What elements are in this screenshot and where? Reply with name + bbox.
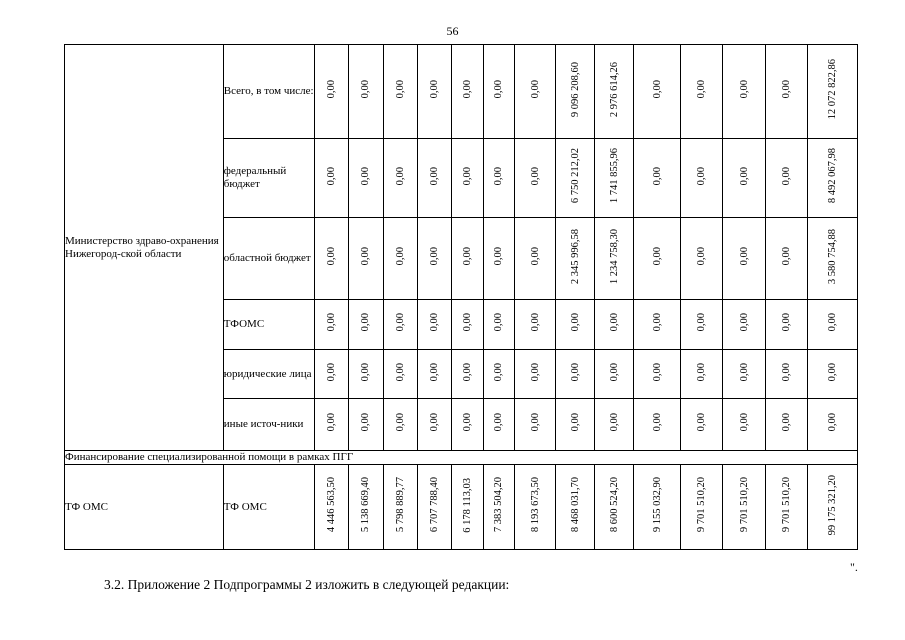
value-cell — [383, 399, 417, 451]
section-title: Финансирование специализированной помощи в рамках ПГГ — [65, 451, 858, 465]
value-text: 0,00 — [429, 413, 441, 432]
value-cell — [314, 139, 348, 218]
value-cell — [417, 45, 451, 139]
value-text: 6 707 788,40 — [429, 477, 441, 533]
value-text: 1 741 855,96 — [608, 148, 620, 204]
value-cell — [349, 300, 383, 350]
value-cell — [594, 465, 633, 550]
value-cell — [634, 350, 681, 399]
value-text: 0,00 — [360, 313, 372, 332]
value-text: 0,00 — [529, 247, 541, 266]
value-cell — [556, 45, 594, 139]
value-cell — [314, 399, 348, 451]
value-text: 0,00 — [608, 313, 620, 332]
value-text: 8 193 673,50 — [529, 477, 541, 533]
value-cell — [515, 300, 556, 350]
value-cell — [383, 300, 417, 350]
value-cell — [417, 139, 451, 218]
value-cell — [452, 139, 483, 218]
value-cell — [483, 350, 514, 399]
value-text: 0,00 — [696, 362, 708, 382]
value-cell — [594, 139, 633, 218]
value-text: 99 175 321,20 — [827, 474, 839, 536]
value-cell — [515, 218, 556, 300]
value-cell — [765, 45, 807, 139]
value-cell — [515, 139, 556, 218]
value-text: 0,00 — [696, 80, 708, 99]
value-text: 0,00 — [696, 247, 708, 266]
value-text: 9 701 510,20 — [738, 477, 750, 533]
page-number: 56 — [446, 24, 459, 38]
value-cell — [808, 300, 858, 350]
value-cell — [634, 399, 681, 451]
value-text: 0,00 — [651, 80, 663, 99]
value-cell — [808, 45, 858, 139]
value-cell — [594, 218, 633, 300]
value-text: 0,00 — [493, 80, 505, 99]
value-text: 8 468 031,70 — [569, 477, 581, 533]
value-text: 0,00 — [326, 413, 338, 432]
value-text: 0,00 — [326, 313, 338, 332]
value-cell — [680, 350, 722, 399]
value-cell — [723, 350, 765, 399]
value-cell — [417, 218, 451, 300]
value-text: 0,00 — [569, 313, 581, 332]
source-cell: Всего, в том числе: — [223, 45, 314, 139]
value-cell — [515, 45, 556, 139]
value-cell — [634, 218, 681, 300]
value-cell — [556, 218, 594, 300]
value-text: 0,00 — [462, 80, 473, 99]
value-text: 0,00 — [462, 247, 473, 266]
value-cell — [634, 300, 681, 350]
value-text: 0,00 — [493, 362, 505, 382]
value-cell — [383, 218, 417, 300]
source-cell: иные источ-ники — [223, 399, 314, 451]
value-text: 0,00 — [738, 166, 750, 186]
value-cell — [680, 300, 722, 350]
value-cell — [680, 45, 722, 139]
value-cell — [452, 399, 483, 451]
value-text: 0,00 — [493, 313, 505, 332]
value-cell — [680, 465, 722, 550]
value-cell — [314, 350, 348, 399]
value-cell — [556, 350, 594, 399]
value-text: 2 345 996,58 — [569, 228, 581, 285]
value-cell — [515, 350, 556, 399]
value-text: 0,00 — [696, 166, 708, 186]
value-cell — [483, 300, 514, 350]
value-text: 0,00 — [781, 362, 793, 382]
value-text: 0,00 — [493, 166, 505, 186]
value-text: 0,00 — [360, 362, 372, 382]
value-text: 0,00 — [360, 166, 372, 186]
tf-organization-cell: ТФ ОМС — [65, 465, 224, 550]
source-cell: областной бюджет — [223, 218, 314, 300]
value-cell — [417, 350, 451, 399]
value-cell — [349, 218, 383, 300]
value-text: 9 155 032,90 — [651, 477, 663, 533]
value-text: 0,00 — [429, 313, 441, 332]
value-cell — [349, 139, 383, 218]
value-cell — [723, 465, 765, 550]
value-text: 8 600 524,20 — [608, 477, 620, 533]
value-text: 0,00 — [827, 362, 839, 382]
value-text: 0,00 — [326, 247, 338, 266]
value-cell — [452, 45, 483, 139]
value-text: 0,00 — [326, 80, 338, 99]
value-text: 0,00 — [326, 362, 338, 382]
value-cell — [723, 300, 765, 350]
value-cell — [383, 350, 417, 399]
value-cell — [452, 465, 483, 550]
value-text: 0,00 — [738, 413, 750, 432]
value-cell — [723, 218, 765, 300]
value-cell — [556, 139, 594, 218]
value-cell — [765, 300, 807, 350]
value-cell — [808, 139, 858, 218]
value-text: 0,00 — [394, 362, 406, 382]
value-cell — [452, 350, 483, 399]
value-text: 5 798 889,77 — [394, 477, 406, 533]
value-text: 2 976 614,26 — [608, 61, 620, 118]
value-text: 0,00 — [429, 362, 441, 382]
value-cell — [594, 350, 633, 399]
value-text: 0,00 — [738, 80, 750, 99]
value-cell — [483, 465, 514, 550]
value-text: 0,00 — [360, 80, 372, 99]
value-text: 0,00 — [529, 413, 541, 432]
value-cell — [808, 218, 858, 300]
value-text: 0,00 — [462, 313, 473, 332]
value-cell — [723, 139, 765, 218]
value-text: 8 492 067,98 — [827, 148, 839, 204]
value-cell — [680, 139, 722, 218]
value-text: 0,00 — [827, 313, 839, 332]
value-text: 0,00 — [394, 166, 406, 186]
value-text: 0,00 — [529, 313, 541, 332]
value-text: 0,00 — [394, 413, 406, 432]
value-text: 0,00 — [493, 413, 505, 432]
value-cell — [314, 300, 348, 350]
value-text: 0,00 — [360, 413, 372, 432]
value-cell — [556, 465, 594, 550]
value-text: 0,00 — [326, 166, 338, 186]
value-cell — [634, 139, 681, 218]
tf-source-cell: ТФ ОМС — [223, 465, 314, 550]
value-cell — [594, 399, 633, 451]
value-cell — [383, 465, 417, 550]
value-text: 0,00 — [651, 166, 663, 186]
value-text: 0,00 — [781, 166, 793, 186]
financing-table — [64, 44, 858, 550]
value-text: 0,00 — [462, 166, 473, 186]
source-cell: федеральный бюджет — [223, 139, 314, 218]
value-cell — [723, 45, 765, 139]
value-text: 0,00 — [781, 80, 793, 99]
value-text: 0,00 — [360, 247, 372, 266]
value-text: 0,00 — [608, 362, 620, 382]
value-cell — [483, 218, 514, 300]
value-text: 0,00 — [394, 313, 406, 332]
value-cell — [680, 399, 722, 451]
value-text: 0,00 — [569, 413, 581, 432]
value-cell — [808, 465, 858, 550]
value-text: 0,00 — [738, 362, 750, 382]
value-text: 9 701 510,20 — [781, 477, 793, 533]
value-text: 6 750 212,02 — [569, 148, 581, 204]
value-cell — [383, 139, 417, 218]
value-text: 0,00 — [781, 247, 793, 266]
value-cell — [349, 465, 383, 550]
organization-cell: Министерство здраво-охранения Нижегород-ской области — [65, 45, 224, 451]
value-cell — [483, 139, 514, 218]
value-cell — [808, 399, 858, 451]
table-row — [65, 45, 858, 139]
value-cell — [515, 399, 556, 451]
value-cell — [594, 45, 633, 139]
value-text: 0,00 — [429, 247, 441, 266]
value-cell — [483, 399, 514, 451]
value-text: 0,00 — [651, 362, 663, 382]
closing-quote: ". — [850, 560, 858, 574]
source-cell: юридические лица — [223, 350, 314, 399]
value-cell — [723, 399, 765, 451]
value-cell — [314, 45, 348, 139]
value-cell — [556, 300, 594, 350]
value-cell — [452, 218, 483, 300]
value-text: 0,00 — [696, 413, 708, 432]
value-cell — [765, 139, 807, 218]
value-text: 0,00 — [738, 313, 750, 332]
value-text: 0,00 — [462, 362, 473, 382]
value-text: 0,00 — [529, 362, 541, 382]
value-text: 9 096 208,60 — [569, 61, 581, 118]
value-text: 0,00 — [738, 247, 750, 266]
value-cell — [349, 399, 383, 451]
value-cell — [452, 300, 483, 350]
value-text: 0,00 — [394, 80, 406, 99]
value-cell — [680, 218, 722, 300]
source-cell: ТФОМС — [223, 300, 314, 350]
value-text: 1 234 758,30 — [608, 228, 620, 285]
value-cell — [594, 300, 633, 350]
value-cell — [349, 350, 383, 399]
value-cell — [765, 465, 807, 550]
value-cell — [383, 45, 417, 139]
value-text: 0,00 — [529, 80, 541, 99]
value-text: 7 383 504,20 — [493, 477, 505, 533]
value-cell — [417, 399, 451, 451]
value-cell — [417, 465, 451, 550]
value-cell — [765, 350, 807, 399]
value-text: 0,00 — [696, 313, 708, 332]
value-cell — [515, 465, 556, 550]
value-text: 0,00 — [493, 247, 505, 266]
value-text: 0,00 — [651, 247, 663, 266]
value-text: 0,00 — [529, 166, 541, 186]
value-text: 3 580 754,88 — [827, 228, 839, 285]
value-text: 6 178 113,03 — [462, 477, 473, 533]
value-cell — [808, 350, 858, 399]
value-cell — [765, 218, 807, 300]
tf-oms-row — [65, 465, 858, 550]
footer-text: 3.2. Приложение 2 Подпрограммы 2 изложить в следующей редакции: — [104, 577, 510, 592]
section-row — [65, 451, 858, 465]
value-cell — [483, 45, 514, 139]
value-text: 0,00 — [651, 413, 663, 432]
value-text: 0,00 — [429, 166, 441, 186]
value-text: 9 701 510,20 — [696, 477, 708, 533]
value-cell — [417, 300, 451, 350]
value-text: 0,00 — [569, 362, 581, 382]
value-text: 12 072 822,86 — [827, 59, 839, 120]
value-cell — [314, 218, 348, 300]
value-text: 0,00 — [394, 247, 406, 266]
value-text: 0,00 — [651, 313, 663, 332]
value-cell — [634, 465, 681, 550]
value-cell — [349, 45, 383, 139]
value-cell — [634, 45, 681, 139]
value-text: 4 446 563,50 — [326, 477, 338, 533]
value-text: 0,00 — [429, 80, 441, 99]
value-text: 0,00 — [781, 313, 793, 332]
value-cell — [556, 399, 594, 451]
value-text: 0,00 — [781, 413, 793, 432]
value-cell — [314, 465, 348, 550]
value-text: 0,00 — [462, 413, 473, 432]
value-text: 5 138 669,40 — [360, 477, 372, 533]
value-cell — [765, 399, 807, 451]
value-text: 0,00 — [827, 413, 839, 432]
value-text: 0,00 — [608, 413, 620, 432]
